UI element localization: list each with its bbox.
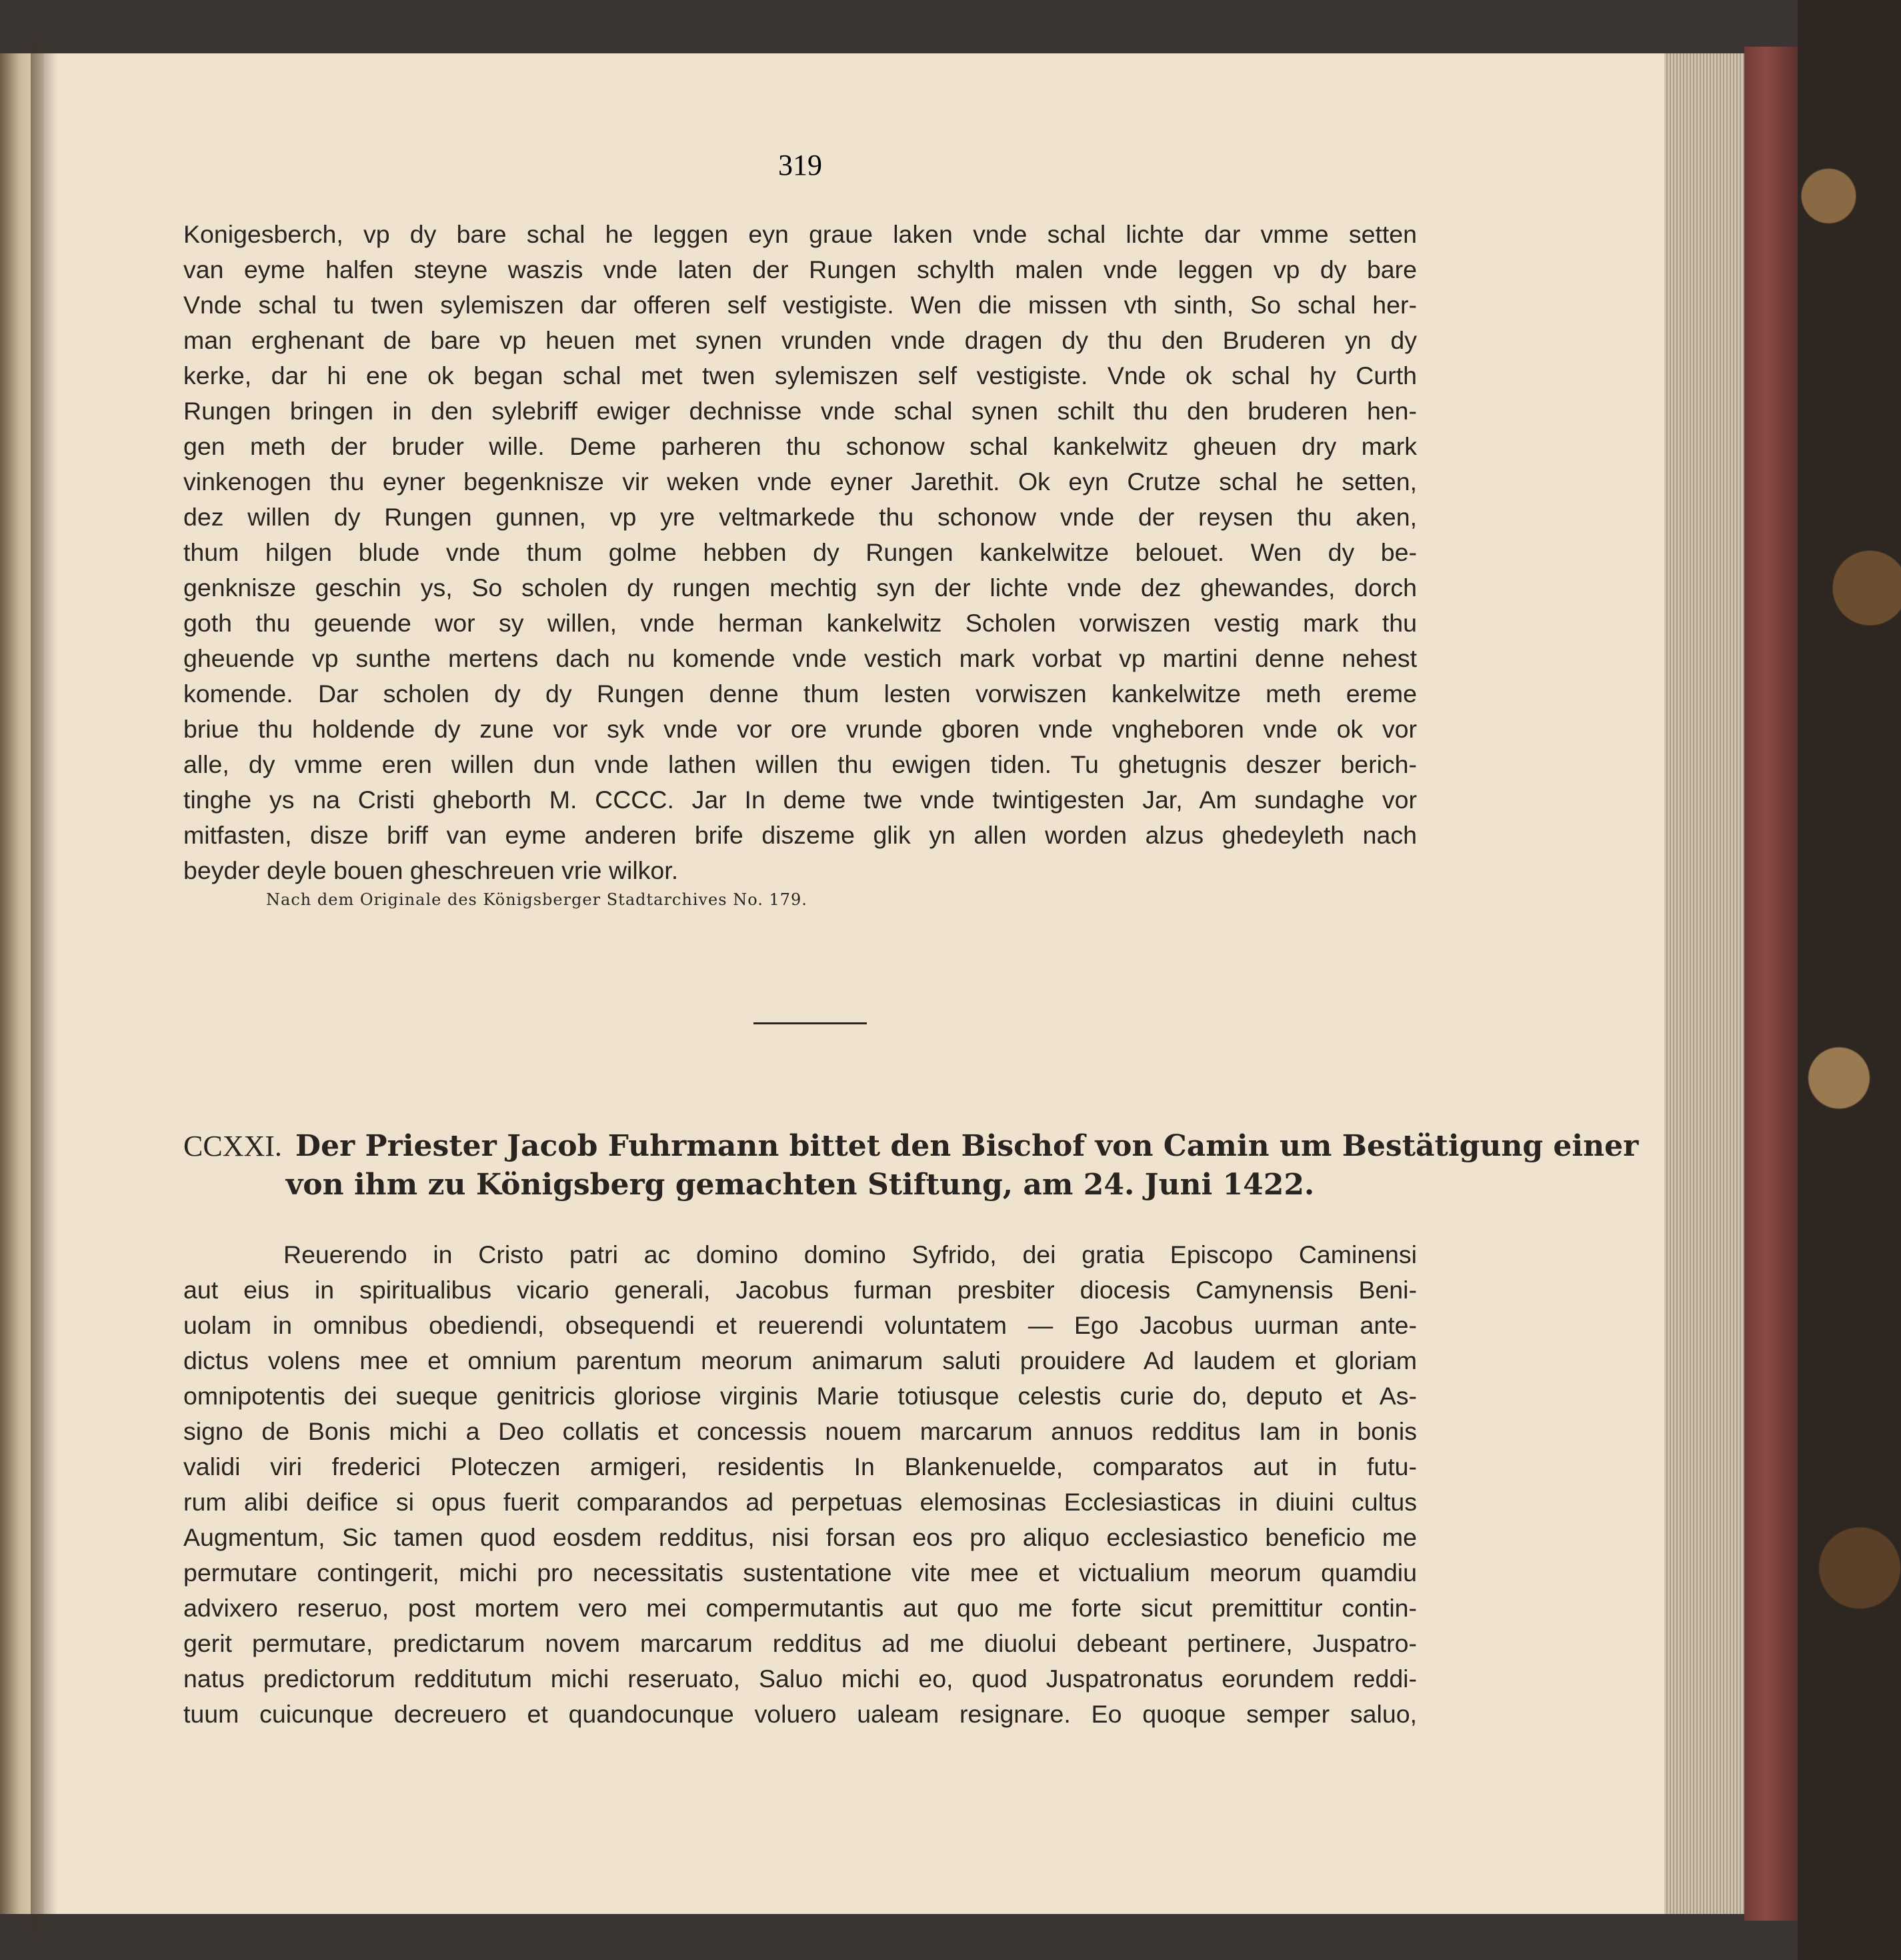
text-line: omnipotentis dei sueque genitricis gloriose virginis Marie totiusque celestis curie do, deputo et As- [183, 1382, 1417, 1410]
text-line: signo de Bonis michi a Deo collatis et concessis nouem marcarum annuos redditus Iam in bonis [183, 1417, 1417, 1445]
text-line: thum hilgen blude vnde thum golme hebben dy Rungen kankelwitze belouet. Wen dy be- [183, 538, 1417, 566]
text-line: alle, dy vmme eren willen dun vnde lathen willen thu ewigen tiden. Tu ghetugnis deszer berich- [183, 750, 1417, 778]
text-line: tuum cuicunque decreuero et quandocunque voluero ualeam resignare. Eo quoque semper saluo, [183, 1700, 1417, 1728]
text-line: aut eius in spiritualibus vicario generali, Jacobus furman presbiter diocesis Camynensis Beni- [183, 1276, 1417, 1304]
paragraph-latin-text [183, 1237, 1417, 1732]
section-title-text: Der Priester Jacob Fuhrmann bittet den Bischof von Camin um Bestätigung einer [295, 1129, 1639, 1163]
text-line: kerke, dar hi ene ok began schal met twen sylemiszen self vestigiste. Vnde ok schal hy Curth [183, 361, 1417, 389]
section-divider [753, 1022, 867, 1024]
section-title-line-1 [183, 1127, 1639, 1166]
text-line: Augmentum, Sic tamen quod eosdem redditus, nisi forsan eos pro aliquo ecclesiastico beneficio me [183, 1523, 1417, 1551]
source-note: Nach dem Originale des Königsberger Stadtarchives No. 179. [266, 890, 807, 909]
text-line: Konigesberch, vp dy bare schal he leggen eyn graue laken vnde schal lichte dar vmme setten [183, 220, 1417, 248]
text-line: validi viri frederici Ploteczen armigeri, residentis In Blankenuelde, comparatos aut in futu- [183, 1452, 1417, 1481]
text-line: mitfasten, disze briff van eyme anderen brife diszeme glik yn allen worden alzus ghedeyleth nach [183, 821, 1417, 849]
text-line: dictus volens mee et omnium parentum meorum animarum saluti prouidere Ad laudem et gloriam [183, 1346, 1417, 1374]
marbled-cover [1798, 0, 1901, 1960]
text-line: uolam in omnibus obediendi, obsequendi et reuerendi voluntatem — Ego Jacobus uurman ante- [183, 1311, 1417, 1339]
text-line: advixero reseruo, post mortem vero mei compermutantis aut quo me forte sicut premittitur contin- [183, 1594, 1417, 1622]
text-line: briue thu holdende dy zune vor syk vnde vor ore vrunde gboren vnde vngheboren vnde ok vor [183, 715, 1417, 743]
section-title-line-2: von ihm zu Königsberg gemachten Stiftung, am 24. Juni 1422. [285, 1168, 1315, 1202]
text-line: van eyme halfen steyne waszis vnde laten der Rungen schylth malen vnde leggen vp dy bare [183, 255, 1417, 283]
text-line: gheuende vp sunthe mertens dach nu komende vnde vestich mark vorbat vp martini denne nehest [183, 644, 1417, 672]
text-line: gerit permutare, predictarum novem marcarum redditus ad me diuolui debeant pertinere, Juspatro- [183, 1629, 1417, 1657]
book-gutter [31, 40, 57, 1934]
text-line: man erghenant de bare vp heuen met synen vrunden vnde dragen dy thu den Bruderen yn dy [183, 326, 1417, 354]
text-line: vinkenogen thu eyner begenkniszе vir weken vnde eyner Jarethit. Ok eyn Crutze schal he setten, [183, 467, 1417, 496]
text-line: Vnde schal tu twen sylemiszen dar offeren self vestigiste. Wen die missen vth sinth, So schal her- [183, 291, 1417, 319]
text-line: komende. Dar scholen dy dy Rungen denne thum lesten vorwiszen kankelwitze meth ereme [183, 680, 1417, 708]
text-line: natus predictorum redditutum michi reseruato, Saluo michi eo, quod Juspatronatus eorundem reddi- [183, 1665, 1417, 1693]
section-numeral: CCXXI. [183, 1130, 282, 1162]
text-line: Rungen bringen in den sylebriff ewiger dechnisse vnde schal synen schilt thu den bruderen hen- [183, 397, 1417, 425]
text-line: dez willen dy Rungen gunnen, vp yre veltmarkede thu schonow vnde der reysen thu aken, [183, 503, 1417, 531]
paragraph-charter-text [183, 217, 1417, 888]
text-line: beyder deyle bouen gheschreuen vrie wilkor. [183, 856, 679, 884]
text-line: tinghe ys na Cristi gheborth M. CCCC. Jar In deme twe vnde twintigesten Jar, Am sundaghe vor [183, 786, 1417, 814]
text-line: genkniszе geschin ys, So scholen dy rungen mechtig syn der lichte vnde dez ghewandes, dorch [183, 574, 1417, 602]
text-line: Reuerendo in Cristo patri ac domino domino Syfrido, dei gratia Episcopo Caminensi [283, 1240, 1417, 1268]
page-number: 319 [778, 149, 822, 181]
text-line: goth thu geuende wor sy willen, vnde herman kankelwitz Scholen vorwiszen vestig mark thu [183, 609, 1417, 637]
text-line: gen meth der bruder wille. Deme parheren thu schonow schal kankelwitz gheuen dry mark [183, 432, 1417, 460]
section-heading [183, 1127, 1639, 1204]
cover-board-spine [1744, 47, 1798, 1921]
text-line: rum alibi deifice si opus fuerit comparandos ad perpetuas elemosinas Ecclesiasticas in diuini cultus [183, 1488, 1417, 1516]
page-fore-edge [1664, 53, 1744, 1914]
text-line: permutare contingerit, michi pro necessitatis sustentatione vite mee et victualium meorum quamdiu [183, 1559, 1417, 1587]
